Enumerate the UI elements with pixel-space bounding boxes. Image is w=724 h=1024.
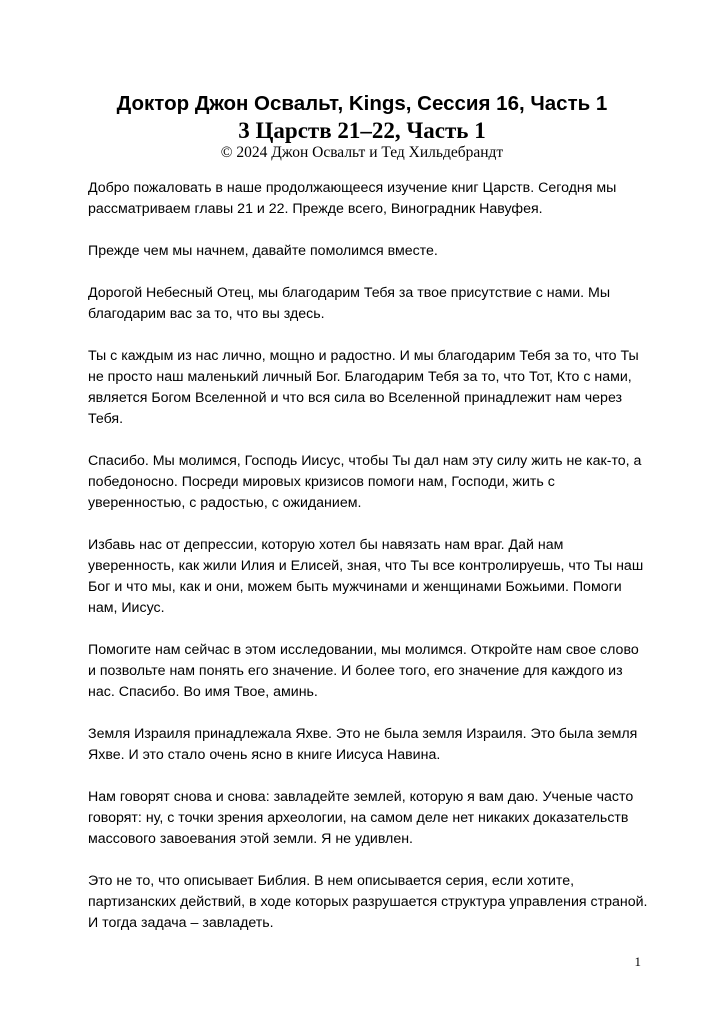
body-text bbox=[88, 178, 648, 955]
paragraph-4: Ты с каждым из нас лично, мощно и радостно. И мы благодарим Тебя за то, что Ты не просто наш маленький личный Бог. Благодарим Тебя за то, что Тот, Кто с нами, является Богом Вселенной и что вся сила во Вселенной принадлежит нам через Тебя. bbox=[88, 348, 639, 427]
document-subtitle: 3 Царств 21–22, Часть 1 bbox=[238, 118, 486, 143]
paragraph-10: Это не то, что описывает Библия. В нем описывается серия, если хотите, партизанских действий, в ходе которых разрушается структура управления страной. И тогда задача – завладеть. bbox=[88, 873, 648, 931]
document-title: Доктор Джон Освальт, Kings, Сессия 16, Часть 1 bbox=[116, 92, 608, 115]
paragraph-8: Земля Израиля принадлежала Яхве. Это не была земля Израиля. Это была земля Яхве. И это стало очень ясно в книге Иисуса Навина. bbox=[88, 726, 638, 763]
paragraph-5: Спасибо. Мы молимся, Господь Иисус, чтобы Ты дал нам эту силу жить не как-то, а победоносно. Посреди мировых кризисов помоги нам, Господи, жить с уверенностью, с радостью, с ожиданием. bbox=[88, 453, 642, 511]
paragraph-7: Помогите нам сейчас в этом исследовании, мы молимся. Откройте нам свое слово и позвольте нам понять его значение. И более того, его значение для каждого из нас. Спасибо. Во имя Твое, аминь. bbox=[88, 642, 639, 700]
paragraph-2: Прежде чем мы начнем, давайте помолимся вместе. bbox=[88, 243, 438, 259]
paragraph-3: Дорогой Небесный Отец, мы благодарим Тебя за твое присутствие с нами. Мы благодарим вас за то, что вы здесь. bbox=[88, 285, 611, 322]
page-number: 1 bbox=[634, 954, 641, 969]
paragraph-1: Добро пожаловать в наше продолжающееся изучение книг Царств. Сегодня мы рассматриваем главы 21 и 22. Прежде всего, Виноградник Навуфея. bbox=[88, 180, 617, 217]
paragraph-9: Нам говорят снова и снова: завладейте землей, которую я вам даю. Ученые часто говорят: ну, с точки зрения археологии, на самом деле нет никаких доказательств массового завоевания этой земли. Я не удивлен. bbox=[88, 789, 634, 847]
copyright-line: © 2024 Джон Освальт и Тед Хильдебрандт bbox=[220, 144, 504, 161]
paragraph-6: Избавь нас от депрессии, которую хотел бы навязать нам враг. Дай нам уверенность, как жили Илия и Елисей, зная, что Ты все контролируешь, что Ты наш Бог и что мы, как и они, можем быть мужчинами и женщинами Божьими. Помоги нам, Иисус. bbox=[88, 537, 644, 616]
